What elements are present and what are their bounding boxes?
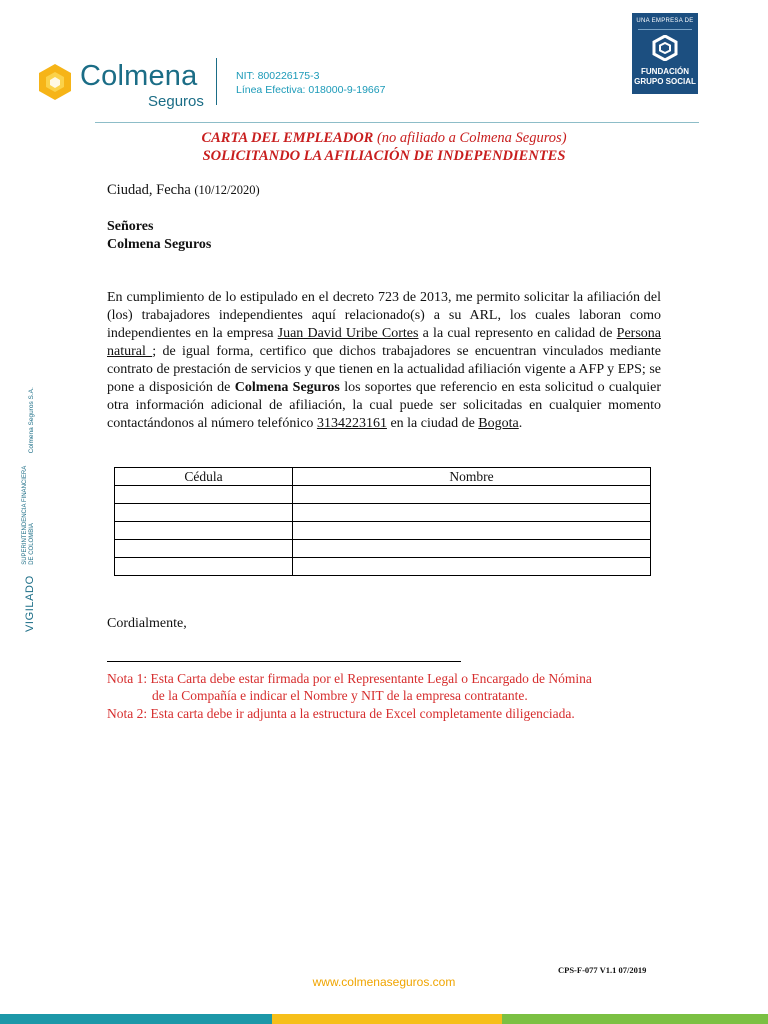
table-row xyxy=(115,504,651,522)
vigilado-text: VIGILADO xyxy=(24,575,36,632)
brand-name: Colmena xyxy=(80,60,198,92)
document-title-line2: SOLICITANDO LA AFILIACIÓN DE INDEPENDIENTES xyxy=(202,148,566,164)
body-text-5: en la ciudad de xyxy=(386,416,479,431)
header-rule xyxy=(95,122,699,123)
footer-bar-teal xyxy=(0,1014,272,1024)
brand-subtitle: Seguros xyxy=(148,93,204,110)
nit-text: NIT: 800226175-3 xyxy=(236,70,320,82)
body-text-4: los soportes que referencio en esta solicitud o cualquier otra información adicional de afiliación, la cual puede ser solicitadas en cualquier momento contactándonos al número telefónico xyxy=(107,380,662,431)
workers-table xyxy=(114,467,651,576)
city-name: Bogota xyxy=(478,416,519,431)
company-name: Juan David Uribe Cortes xyxy=(277,326,419,341)
city-label: Ciudad, Fecha xyxy=(107,182,191,198)
entity-type: Persona natural xyxy=(107,326,661,359)
table-row xyxy=(115,540,651,558)
cedula-cell xyxy=(115,486,293,504)
letter-date: (10/12/2020) xyxy=(194,183,260,197)
table-row xyxy=(115,522,651,540)
nombre-cell xyxy=(293,504,651,522)
title-subtitle: (no afiliado a Colmena Seguros) xyxy=(376,130,567,146)
cedula-cell xyxy=(115,522,293,540)
fundacion-divider xyxy=(638,29,692,30)
body-text-3: ; de igual forma, certifico que dichos trabajadores se encuentran vinculados mediante contrato de prestación de servicios y que tienen en la actualidad afiliación vigente a AFP y EPS; se pone a disposición de xyxy=(107,344,661,395)
vigilado-side-label xyxy=(20,387,38,632)
city-date-line xyxy=(107,182,260,199)
nombre-cell xyxy=(293,522,651,540)
recipient-name: Colmena Seguros xyxy=(107,237,212,252)
header-divider xyxy=(216,58,217,105)
superintendencia-line1: SUPERINTENDENCIA FINANCIERA xyxy=(21,465,28,565)
phone-number: 3134223161 xyxy=(316,416,387,431)
cedula-cell xyxy=(115,504,293,522)
title-main: CARTA DEL EMPLEADOR xyxy=(201,130,374,146)
table-row xyxy=(115,558,651,576)
superintendencia-text xyxy=(22,466,36,565)
cedula-cell xyxy=(115,540,293,558)
fundacion-top-label: UNA EMPRESA DE xyxy=(636,18,694,24)
colmena-hexagon-logo-icon xyxy=(37,63,73,101)
note-1-line1: Nota 1: Esta Carta debe estar firmada por el Representante Legal o Encargado de Nómina xyxy=(107,671,592,686)
website-link[interactable]: www.colmenaseguros.com xyxy=(312,975,456,989)
body-text-1: En cumplimiento de lo estipulado en el decreto 723 de 2013, me permito solicitar la afiliación del (los) trabajadores independientes aquí relacionado(s) a su ARL, los cuales laboran como independientes en la empresa xyxy=(107,290,661,341)
footer-bar-green xyxy=(502,1014,768,1024)
signature-line xyxy=(107,661,461,662)
note-2: Nota 2: Esta carta debe ir adjunta a la estructura de Excel completamente diligenciada. xyxy=(107,706,575,721)
brand-bold: Colmena Seguros xyxy=(234,380,340,395)
header-cedula: Cédula xyxy=(115,468,293,486)
side-company-text: Colmena Seguros S.A. xyxy=(28,387,35,454)
letter-body-paragraph xyxy=(107,289,661,433)
footer-bar-yellow xyxy=(272,1014,502,1024)
nombre-cell xyxy=(293,486,651,504)
fundacion-name-line1: FUNDACIÓN xyxy=(641,67,689,76)
body-text-6: . xyxy=(518,416,523,431)
fundacion-grupo-social-logo xyxy=(632,13,698,94)
header-nombre: Nombre xyxy=(293,468,651,486)
body-text-2: a la cual represento en calidad de xyxy=(418,326,617,341)
cedula-cell xyxy=(115,558,293,576)
note-1-line2: de la Compañía e indicar el Nombre y NIT de la empresa contratante. xyxy=(152,688,528,703)
salutation: Señores xyxy=(107,219,154,234)
table-row xyxy=(115,486,651,504)
line-efectiva-text: Línea Efectiva: 018000-9-19667 xyxy=(236,84,386,96)
note-1 xyxy=(107,670,667,704)
closing: Cordialmente, xyxy=(107,616,187,631)
document-title-line1 xyxy=(0,130,768,147)
table-header-row xyxy=(115,468,651,486)
form-code: CPS-F-077 V1.1 07/2019 xyxy=(558,965,647,975)
nombre-cell xyxy=(293,558,651,576)
fundacion-hexagon-icon xyxy=(652,35,678,61)
superintendencia-line2: DE COLOMBIA xyxy=(28,523,35,565)
fundacion-name-line2: GRUPO SOCIAL xyxy=(634,77,696,86)
nombre-cell xyxy=(293,540,651,558)
